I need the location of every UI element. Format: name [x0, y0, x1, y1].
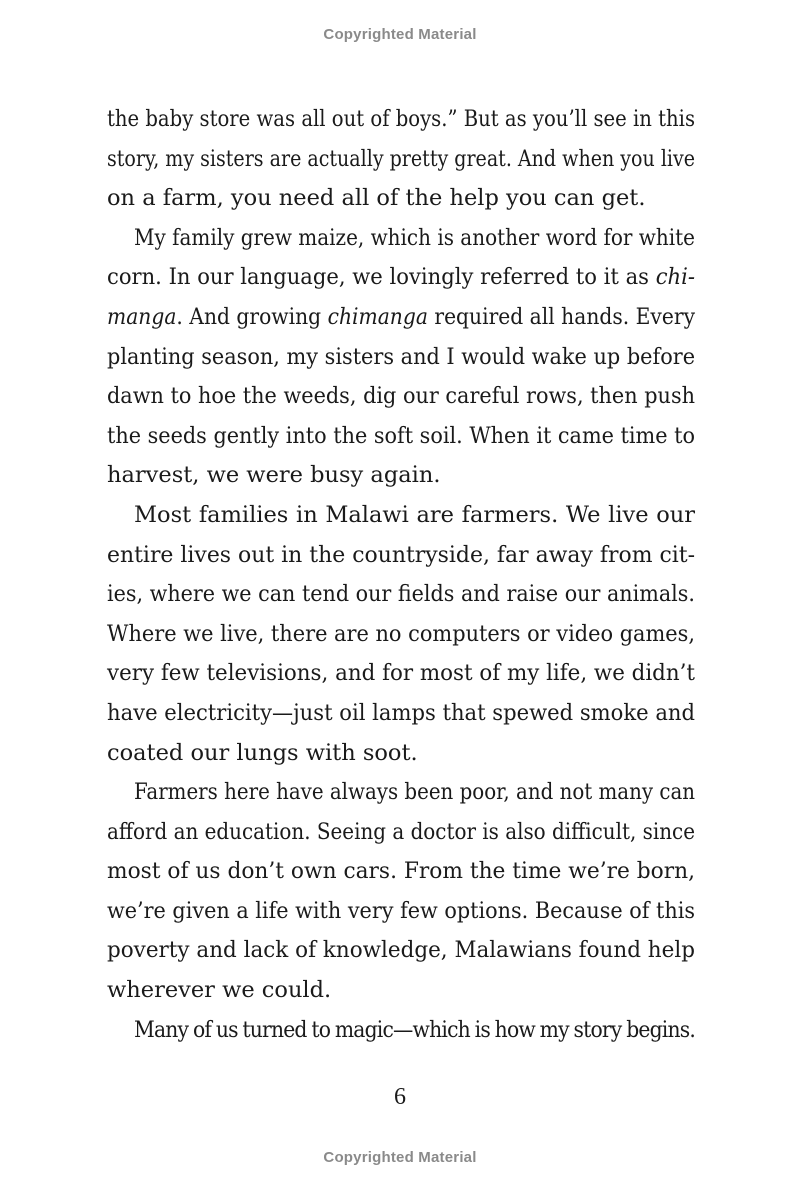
italic-text: manga — [107, 303, 177, 330]
text-run: Farmers here have always been poor, and not many can — [134, 779, 696, 806]
text-line — [107, 694, 695, 734]
text-run: harvest, we were busy again. — [107, 462, 441, 489]
text-line-fit — [107, 417, 695, 457]
text-line — [107, 219, 695, 259]
text-line — [107, 298, 695, 338]
copyright-watermark-top: Copyrighted Material — [323, 26, 477, 43]
text-line — [107, 536, 695, 576]
text-run: story, my sisters are actually pretty great. And when you live — [107, 145, 696, 172]
text-line — [107, 734, 695, 774]
paragraph — [107, 496, 695, 773]
text-line — [107, 179, 695, 219]
text-line — [107, 654, 695, 694]
text-run: coated our lungs with soot. — [107, 739, 418, 766]
text-line — [107, 377, 695, 417]
paragraph — [107, 219, 695, 496]
text-run: poverty and lack of knowledge, Malawians found help — [107, 937, 695, 964]
text-line — [107, 931, 695, 971]
text-line — [107, 773, 695, 813]
text-line — [107, 258, 695, 298]
text-run: on a farm, you need all of the help you can get. — [107, 185, 646, 212]
text-run: . And growing — [176, 303, 328, 330]
text-line — [107, 852, 695, 892]
text-line-fit — [107, 694, 695, 734]
text-line-fit — [107, 575, 695, 615]
text-line-fit — [107, 931, 695, 971]
text-run: very few televisions, and for most of my life, we didn’t — [107, 660, 696, 687]
text-line-fit — [107, 338, 695, 378]
text-line-fit — [107, 892, 695, 932]
text-run: afford an education. Seeing a doctor is also difficult, since — [107, 818, 696, 845]
text-line — [107, 338, 695, 378]
text-run: Most families in Malawi are farmers. We live our — [134, 501, 695, 528]
text-run: corn. In our language, we lovingly referred to it as — [107, 264, 656, 291]
page-number: 6 — [394, 1084, 406, 1110]
text-run: wherever we could. — [107, 977, 332, 1004]
text-run: My family grew maize, which is another word for white — [134, 224, 696, 251]
text-run: most of us don’t own cars. From the time we’re born, — [107, 858, 695, 885]
text-line-fit — [134, 219, 695, 259]
text-line — [107, 971, 695, 1011]
text-line-fit — [107, 100, 695, 140]
text-line — [107, 892, 695, 932]
text-run: Where we live, there are no computers or video games, — [107, 620, 696, 647]
text-line — [107, 1011, 695, 1051]
text-run: the seeds gently into the soft soil. When it came time to — [107, 422, 695, 449]
italic-text: chi- — [655, 264, 695, 291]
text-line — [107, 456, 695, 496]
text-line-fit — [107, 298, 695, 338]
text-line-fit — [134, 1011, 695, 1051]
text-line-fit — [107, 536, 695, 576]
text-line-fit — [107, 140, 695, 180]
text-line — [107, 615, 695, 655]
text-run: we’re given a life with very few options. Because of this — [107, 897, 696, 924]
italic-text: chimanga — [327, 303, 428, 330]
text-line-fit — [107, 852, 695, 892]
text-run: ies, where we can tend our fields and raise our animals. — [107, 581, 695, 608]
text-line — [107, 496, 695, 536]
text-line-fit — [107, 258, 695, 298]
body-text — [107, 100, 695, 1050]
text-run: entire lives out in the countryside, far away from cit- — [107, 541, 696, 568]
text-line — [107, 140, 695, 180]
text-run: Many of us turned to magic—which is how my story begins. — [134, 1016, 695, 1043]
text-line-fit — [107, 615, 695, 655]
paragraph — [107, 773, 695, 1011]
paragraph — [107, 1011, 695, 1051]
text-line — [107, 813, 695, 853]
text-line — [107, 575, 695, 615]
text-line — [107, 100, 695, 140]
text-run: have electricity—just oil lamps that spewed smoke and — [107, 699, 696, 726]
text-run: the baby store was all out of boys.” But as you’ll see in this — [107, 106, 696, 132]
text-line-fit — [107, 813, 695, 853]
text-line-fit — [107, 377, 695, 417]
text-run: dawn to hoe the weeds, dig our careful rows, then push — [107, 383, 696, 410]
text-line-fit — [134, 773, 695, 813]
copyright-watermark-bottom: Copyrighted Material — [323, 1149, 477, 1166]
text-line — [107, 417, 695, 457]
text-line-fit — [107, 654, 695, 694]
text-run: planting season, my sisters and I would wake up before — [107, 343, 696, 370]
paragraph — [107, 100, 695, 219]
text-run: required all hands. Every — [427, 303, 696, 330]
